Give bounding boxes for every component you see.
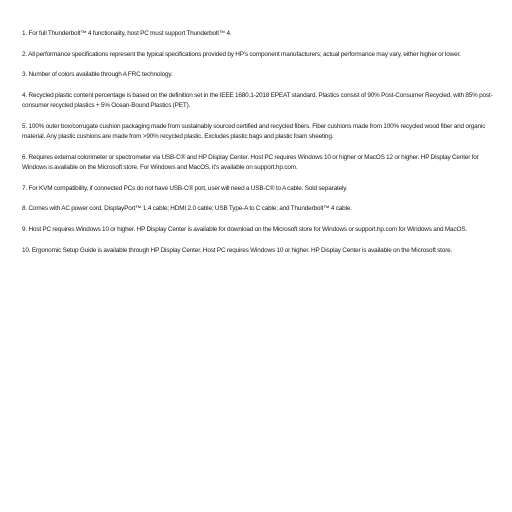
footnote-6: 6. Requires external colorimeter or spectrometer via USB-C® and HP Display Center. Host PC requires Windows 10 or higher or MacOS 12 or higher. HP Display Center for Windows is available on the Microsoft store. For Windows and MacOS, it's available on support.hp.com.: [22, 153, 479, 172]
footnote-5: 5. 100% outer box/corrugate cushion packaging made from sustainably sourced certified and recycled fibers. Fiber cushions made from 100% recycled wood fiber and organic material. Any plastic cushions are made from >90% recycled plastic. Excludes plastic bags and plastic foam sheeting.: [22, 122, 486, 141]
footnote-1: 1. For full Thunderbolt™ 4 functionality, host PC must support Thunderbolt™ 4.: [22, 30, 232, 37]
footnote-2: 2. All performance specifications represent the typical specifications provided by HP's component manufacturers; actual performance may vary, either higher or lower.: [22, 50, 461, 58]
footnotes-list: [22, 29, 494, 266]
footnote-9: 9. Host PC requires Windows 10 or higher. HP Display Center is available for download on the Microsoft store for Windows or support.hp.com for Windows and MacOS.: [22, 225, 468, 233]
footnote-10: 10. Ergonomic Setup Guide is available through HP Display Center. Host PC requires Windows 10 or higher. HP Display Center is available on the Microsoft store.: [22, 246, 453, 254]
footnote-4: 4. Recycled plastic content percentage is based on the definition set in the IEEE 1680.1-2018 EPEAT standard. Plastics consist of 90% Post-Consumer Recycled, with 85% post-consumer recycled plastics + 5% Ocean-Bound Plastics (PET).: [22, 91, 493, 110]
footnote-8: 8. Comes with AC power cord, DisplayPort™ 1.4 cable; HDMI 2.0 cable; USB Type-A to C cable; and Thunderbolt™ 4 cable.: [22, 205, 352, 213]
footnote-3: 3. Number of colors available through A FRC technology.: [22, 71, 173, 79]
footnote-7: 7. For KVM compatibility, if connected PCs do not have USB-C® port, user will need a USB-C® to A cable. Sold separately.: [22, 184, 348, 192]
